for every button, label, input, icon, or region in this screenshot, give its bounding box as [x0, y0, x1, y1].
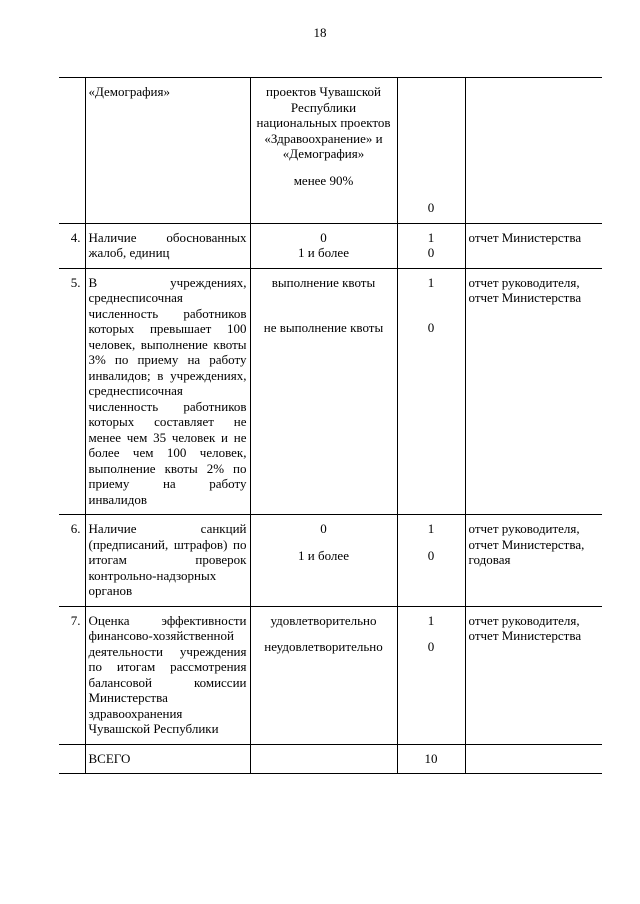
- criteria-value: 0: [320, 229, 327, 245]
- points-value: [401, 84, 462, 200]
- criteria-cell: [250, 744, 397, 774]
- source-cell: отчет руководителя, отчет Министерства, годовая: [465, 515, 602, 607]
- indicator-cell: Наличие обоснованных жалоб, единиц: [85, 223, 250, 268]
- points-value: 0: [427, 639, 435, 654]
- criteria-value: неудовлетворительно: [264, 639, 383, 654]
- table-row: [59, 78, 602, 224]
- row-number: 7.: [59, 606, 85, 744]
- criteria-value: удовлетворительно: [270, 612, 377, 628]
- criteria-table: [59, 77, 602, 774]
- source-cell: [465, 78, 602, 224]
- indicator-cell: «Демография»: [85, 78, 250, 224]
- points-value: 1: [427, 612, 435, 628]
- table-row: [59, 223, 602, 268]
- table-row: [59, 515, 602, 607]
- table-row: [59, 268, 602, 515]
- criteria-value: 1 и более: [298, 245, 349, 260]
- row-number: [59, 78, 85, 224]
- points-value: 1: [427, 274, 435, 290]
- total-label: ВСЕГО: [85, 744, 250, 774]
- row-number: [59, 744, 85, 774]
- points-value: 0: [427, 320, 435, 335]
- indicator-cell: Оценка эффективности финансово-хозяйственной деятельности учреждения по итогам рассмотрения балансовой комиссии Министерства здравоохранения Чувашской Республики: [85, 606, 250, 744]
- row-number: 4.: [59, 223, 85, 268]
- criteria-cell: [250, 268, 397, 515]
- criteria-value: проектов Чувашской Республики национальных проектов «Здравоохранение» и «Демография»: [256, 84, 391, 161]
- criteria-value: 0: [320, 521, 327, 536]
- points-value: 0: [427, 200, 435, 215]
- criteria-value: менее 90%: [293, 172, 354, 188]
- row-number: 6.: [59, 515, 85, 607]
- table-row: [59, 606, 602, 744]
- points-cell: [397, 606, 465, 744]
- table-row-total: [59, 744, 602, 774]
- indicator-cell: Наличие санкций (предписаний, штрафов) по итогам проверок контрольно-надзорных органов: [85, 515, 250, 607]
- criteria-cell: [250, 606, 397, 744]
- row-number: 5.: [59, 268, 85, 515]
- indicator-cell: В учреждениях, среднесписочная численность работников которых превышает 100 человек, выполнение квоты 3% по приему на работу инвалидов; в учреждениях, среднесписочная численность работников которых составляет не менее чем 35 человек и не более чем 100 человек, выполнение квоты 2% по приему на работу инвалидов: [85, 268, 250, 515]
- points-value: 1: [427, 229, 435, 245]
- points-value: 0: [427, 547, 435, 563]
- criteria-cell: [250, 78, 397, 224]
- points-value: 0: [427, 245, 435, 260]
- points-cell: [397, 515, 465, 607]
- source-cell: [465, 744, 602, 774]
- total-points: 10: [397, 744, 465, 774]
- criteria-cell: [250, 515, 397, 607]
- points-cell: [397, 223, 465, 268]
- points-cell: [397, 268, 465, 515]
- points-value: 1: [427, 521, 435, 536]
- criteria-value: 1 и более: [298, 547, 349, 563]
- points-cell: [397, 78, 465, 224]
- criteria-value: выполнение квоты: [271, 274, 376, 290]
- source-cell: отчет руководителя, отчет Министерства: [465, 606, 602, 744]
- criteria-cell: [250, 223, 397, 268]
- page-number: 18: [313, 25, 327, 40]
- source-cell: отчет руководителя, отчет Министерства: [465, 268, 602, 515]
- criteria-value: не выполнение квоты: [263, 320, 384, 335]
- source-cell: отчет Министерства: [465, 223, 602, 268]
